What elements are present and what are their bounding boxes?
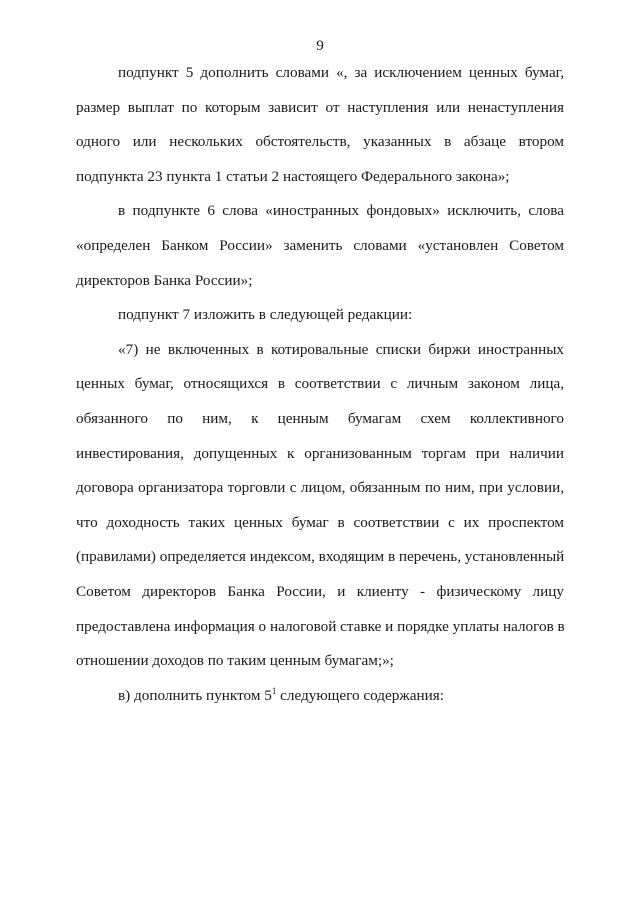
text-line: «определен Банком России» заменить словами «установлен Советом bbox=[76, 236, 564, 254]
text-line: инвестирования, допущенных к организованным торгам при наличии bbox=[76, 444, 564, 462]
text-line: одного или нескольких обстоятельств, указанных в абзаце втором bbox=[76, 133, 564, 151]
text-line: размер выплат по которым зависит от наступления или ненаступления bbox=[76, 98, 564, 116]
text-line: директоров Банка России»; bbox=[76, 271, 253, 289]
text-line: что доходность таких ценных бумаг в соответствии с их проспектом bbox=[76, 513, 564, 531]
text-line: «7) не включенных в котировальные списки биржи иностранных bbox=[118, 340, 564, 358]
text-line: подпункта 23 пункта 1 статьи 2 настоящего Федерального закона»; bbox=[76, 167, 510, 185]
text-line: (правилами) определяется индексом, входящим в перечень, установленный bbox=[76, 548, 565, 566]
text-line: ценных бумаг, относящихся в соответствии с личным законом лица, bbox=[76, 375, 564, 393]
text-line: обязанного по ним, к ценным бумагам схем коллективного bbox=[76, 409, 564, 427]
text-line: подпункт 5 дополнить словами «, за исключением ценных бумаг, bbox=[118, 64, 564, 81]
final-line-before: в) дополнить пунктом 5 bbox=[118, 686, 272, 704]
final-line-after: следующего содержания: bbox=[276, 686, 444, 704]
text-line: предоставлена информация о налоговой ставке и порядке уплаты налогов в bbox=[76, 617, 565, 635]
text-line: Советом директоров Банка России, и клиенту - физическому лицу bbox=[76, 582, 564, 600]
page-number: 9 bbox=[316, 37, 324, 54]
text-line: в подпункте 6 слова «иностранных фондовых» исключить, слова bbox=[118, 202, 564, 220]
final-line bbox=[76, 687, 564, 722]
superscript-number: 1 bbox=[271, 685, 277, 696]
text-line: подпункт 7 изложить в следующей редакции: bbox=[118, 306, 413, 324]
text-line: договора организатора торговли с лицом, обязанным по ним, при условии, bbox=[76, 479, 564, 497]
document-body bbox=[76, 64, 564, 721]
text-line: отношении доходов по таким ценным бумагам;»; bbox=[76, 652, 394, 670]
